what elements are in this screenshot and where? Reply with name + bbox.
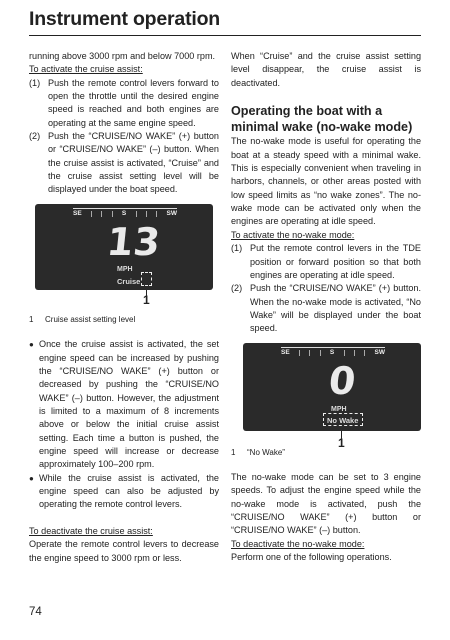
caption-text: Cruise assist setting level bbox=[45, 314, 136, 324]
cruise-display-screen bbox=[35, 204, 213, 290]
cruise-level-indicator bbox=[141, 272, 152, 286]
no-wake-speeds-text: The no-wake mode can be set to 3 engine speeds. To adjust the engine speed while the no-wake mode is activated, push the “CRUISE/NO WAKE” (+) button or “CRUISE/NO WAKE” (–) button. bbox=[231, 471, 421, 536]
cruise-notes bbox=[29, 338, 219, 511]
speed-unit: MPH bbox=[331, 405, 347, 413]
step-number: (2) bbox=[231, 283, 243, 294]
compass-sw: SW bbox=[374, 348, 385, 356]
deactivate-no-wake-text: Perform one of the following operations. bbox=[231, 552, 392, 563]
no-wake-section-title: Operating the boat with a minimal wake (no-wake mode) bbox=[231, 104, 413, 135]
step-item bbox=[231, 242, 421, 282]
caption-number: 1 bbox=[231, 447, 236, 457]
step-text: Put the remote control levers in the TDE position or forward position so that both engines are operating at idle speed. bbox=[250, 243, 421, 280]
step-item bbox=[231, 282, 421, 335]
note-text: While the cruise assist is activated, the engine speed can also be adjusted by operating the remote control levers. bbox=[39, 472, 219, 510]
compass-s: S bbox=[329, 348, 335, 356]
cruise-label: Cruise bbox=[117, 276, 141, 286]
right-intro: When “Cruise” and the cruise assist setting level disappear, the cruise assist is deactivated. bbox=[231, 51, 421, 88]
note-item: ● While the cruise assist is activated, the engine speed can also be adjusted by operating the remote control levers. bbox=[29, 472, 219, 510]
step-text: Push the remote control levers forward to open the throttle until the desired engine speed is reached and both engines are operating at the same engine speed. bbox=[48, 77, 219, 128]
compass-s: S bbox=[121, 210, 127, 218]
speed-unit: MPH bbox=[117, 265, 133, 273]
no-wake-display-screen bbox=[243, 343, 421, 431]
cruise-figure bbox=[29, 204, 219, 307]
deactivate-cruise-text: Operate the remote control levers to decrease the engine speed to 3000 rpm or less. bbox=[29, 539, 219, 563]
caption-number: 1 bbox=[29, 314, 34, 324]
deactivate-no-wake-heading: To deactivate the no-wake mode: bbox=[231, 538, 365, 549]
header-rule bbox=[29, 35, 421, 36]
compass-scale bbox=[281, 347, 385, 358]
compass-se: SE bbox=[281, 348, 290, 356]
deactivate-cruise-heading: To deactivate the cruise assist: bbox=[29, 526, 153, 537]
activate-no-wake-steps bbox=[231, 242, 421, 335]
step-number: (1) bbox=[231, 243, 243, 254]
activate-cruise-heading: To activate the cruise assist: bbox=[29, 64, 143, 75]
page-header bbox=[29, 8, 421, 36]
boat-speed-value: 13 bbox=[104, 219, 163, 264]
compass-scale bbox=[73, 208, 177, 219]
note-text: Once the cruise assist is activated, the set engine speed can be increased by pushing the “CRUISE/NO WAKE” (+) button or decreased by pushing the “CRUISE/NO WAKE” (–) button. However, the adjustment is limited to a maximum of 8 increments above or below the initial cruise assist setting. Each time a button is pushed, the engine speed will increase or decrease approximately 100–200 rpm. bbox=[39, 339, 219, 470]
no-wake-label: No Wake bbox=[327, 415, 359, 425]
left-column bbox=[29, 50, 219, 565]
no-wake-description: The no-wake mode is useful for operating the boat at a steady speed with a minimal wake. This is especially convenient when traveling in harbors, channels, or other areas posted with low speed limits as “no wake zones”. The no-wake mode can be activated only when the engines are operating at idle speed. bbox=[231, 136, 421, 227]
left-intro: running above 3000 rpm and below 7000 rpm. bbox=[29, 51, 216, 61]
right-column bbox=[231, 50, 421, 564]
cruise-figure-caption bbox=[29, 314, 219, 325]
no-wake-figure bbox=[231, 343, 421, 453]
figure-callout: 1 bbox=[143, 292, 150, 307]
step-item bbox=[29, 77, 219, 130]
activate-cruise-steps bbox=[29, 77, 219, 197]
step-number: (1) bbox=[29, 77, 41, 88]
step-number: (2) bbox=[29, 131, 41, 142]
page-number: 74 bbox=[29, 606, 42, 618]
caption-text: “No Wake” bbox=[247, 447, 285, 457]
boat-speed-value: 0 bbox=[326, 358, 358, 403]
figure-callout: 1 bbox=[338, 435, 345, 450]
page-title: Instrument operation bbox=[29, 8, 221, 30]
compass-se: SE bbox=[73, 210, 82, 218]
note-item: ● Once the cruise assist is activated, the set engine speed can be increased by pushing the “CRUISE/NO WAKE” (+) button or decreased by pushing the “CRUISE/NO WAKE” (–) button. However, the adjustment is limited to a maximum of 8 increments above or below the initial cruise assist setting. Each time a button is pushed, the engine speed will increase or decrease approximately 100–200 rpm. bbox=[29, 339, 219, 470]
activate-no-wake-heading: To activate the no-wake mode: bbox=[231, 229, 355, 240]
step-item bbox=[29, 130, 219, 197]
step-text: Push the “CRUISE/NO WAKE” (+) button. When the no-wake mode is activated, “No Wake” will be displayed under the boat speed. bbox=[250, 283, 421, 334]
step-text: Push the “CRUISE/NO WAKE” (+) button or “CRUISE/NO WAKE” (–) button. When the cruise assist is activated, “Cruise” and the cruise assist setting level will be displayed under the boat speed. bbox=[48, 131, 219, 195]
compass-sw: SW bbox=[166, 210, 177, 218]
